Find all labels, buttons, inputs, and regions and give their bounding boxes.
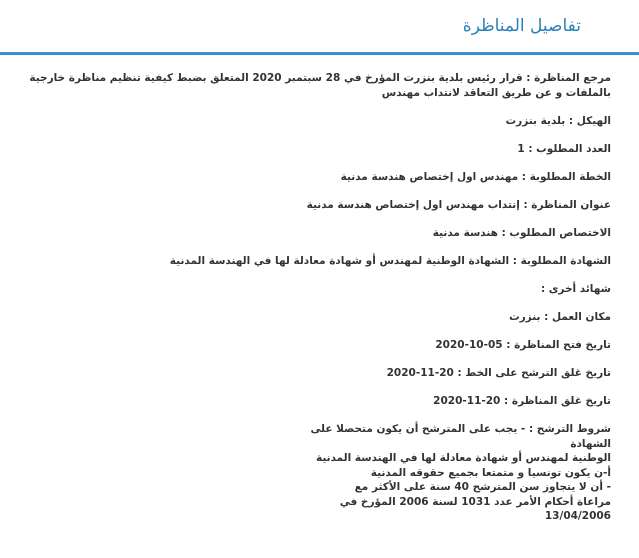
condition-line: شروط الترشح : - يجب على المترشح أن يكون متحصلا على الشهادة: [310, 423, 611, 450]
field-reference: مرجع المناظرة : قرار رئيس بلدية بنزرت المؤرخ في 28 سبتمبر 2020 المتعلق بضبط كيفية تنظيم مناظرة خارجية بالملفات و عن طريق التعاقد لانتداب مهندس: [29, 72, 611, 99]
panel-header: [0, 0, 639, 52]
field-work-location: مكان العمل : بنزرت: [509, 311, 611, 323]
field-open-date: تاريخ فتح المناظرة : 05-10-2020: [435, 339, 611, 351]
details-list: [0, 55, 639, 524]
page-title: تفاصيل المناظرة: [462, 16, 581, 36]
condition-line: أ-ن يكون تونسيا و متمتعا بجميع حقوقه المدنية: [370, 466, 611, 479]
condition-line: الوطنية لمهندس أو شهادة معادلة لها في الهندسة المدنية: [315, 452, 611, 464]
field-required-position: الخطة المطلوبة : مهندس اول إختصاص هندسة مدنية: [340, 171, 611, 183]
field-competition-title: عنوان المناظرة : إنتداب مهندس اول إختصاص هندسة مدنية: [306, 199, 611, 211]
field-required-degree: الشهادة المطلوبة : الشهادة الوطنية لمهندس أو شهادة معادلة لها في الهندسة المدنية: [169, 255, 611, 267]
field-application-conditions: [271, 422, 611, 524]
field-online-close-date: تاريخ غلق الترشح على الخط : 20-11-2020: [386, 367, 611, 379]
field-structure: الهيكل : بلدية بنزرت: [505, 115, 611, 127]
condition-line: 13/04/2006: [544, 510, 611, 522]
field-other-degrees: شهائد أخرى :: [540, 283, 611, 295]
condition-line: - أن لا يتجاوز سن المترشح 40 سنة على الأكثر مع: [354, 481, 611, 493]
field-required-specialty: الاختصاص المطلوب : هندسة مدنية: [432, 227, 611, 239]
condition-line: مراعاة أحكام الأمر عدد 1031 لسنة 2006 المؤرخ في: [339, 495, 611, 508]
field-close-date: تاريخ غلق المناظرة : 20-11-2020: [433, 395, 611, 407]
field-required-count: العدد المطلوب : 1: [517, 143, 611, 155]
